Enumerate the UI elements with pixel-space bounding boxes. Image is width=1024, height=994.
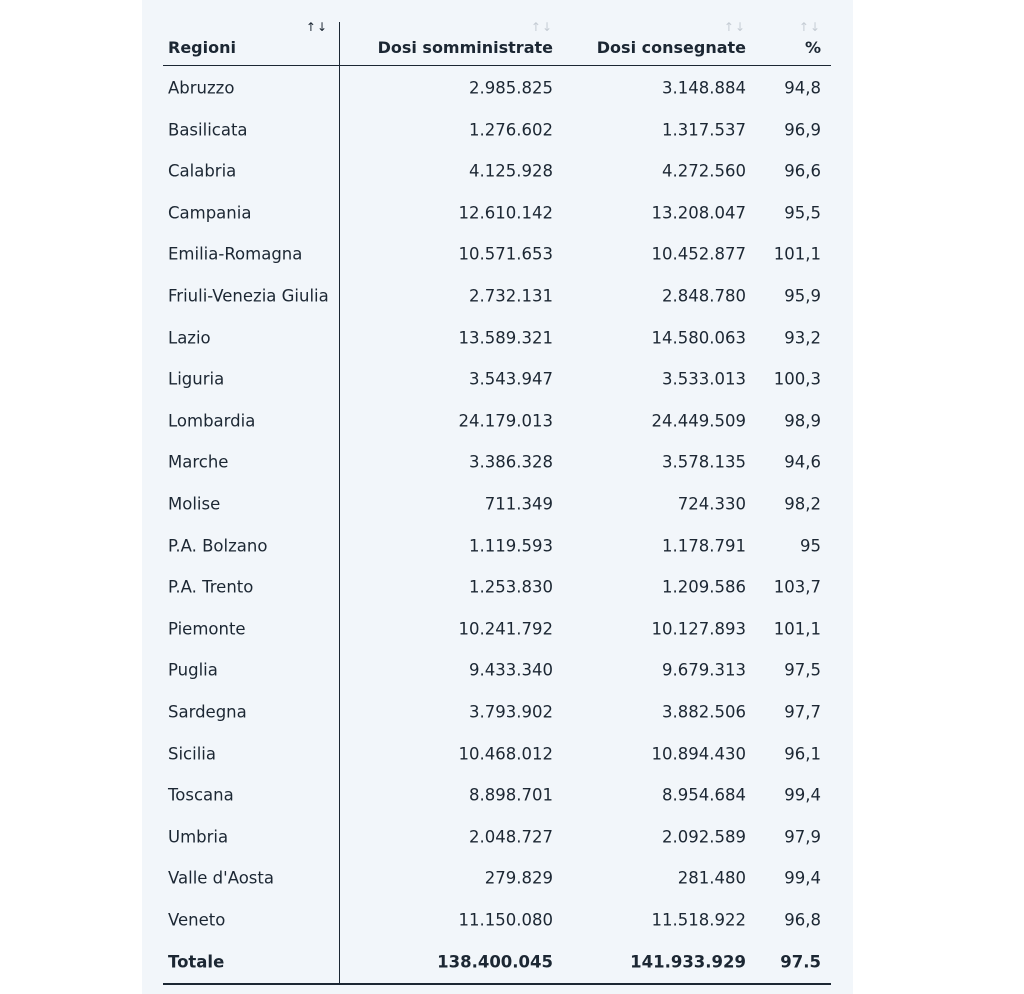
cell-dosi-somministrate: 11.150.080 <box>458 910 553 930</box>
cell-percent: 100,3 <box>773 369 821 389</box>
cell-regione: Puglia <box>168 660 218 680</box>
cell-percent: 99,4 <box>784 868 821 888</box>
cell-percent: 97,5 <box>784 660 821 680</box>
cell-dosi-consegnate: 141.933.929 <box>630 952 746 972</box>
table-total-row <box>163 941 831 983</box>
column-header-percent[interactable] <box>758 20 821 64</box>
cell-dosi-consegnate: 8.954.684 <box>662 785 746 805</box>
cell-percent: 98,9 <box>784 411 821 431</box>
cell-dosi-somministrate: 4.125.928 <box>469 161 553 181</box>
cell-percent: 96,9 <box>784 120 821 140</box>
cell-dosi-consegnate: 14.580.063 <box>651 328 746 348</box>
table-row <box>163 109 831 151</box>
cell-regione: Totale <box>168 952 225 972</box>
table-row <box>163 816 831 858</box>
sort-arrows-icon[interactable]: ↑↓ <box>798 20 821 34</box>
table-row <box>163 358 831 400</box>
cell-percent: 101,1 <box>773 619 821 639</box>
cell-percent: 97.5 <box>780 952 821 972</box>
table-row <box>163 483 831 525</box>
cell-dosi-consegnate: 10.452.877 <box>651 244 746 264</box>
cell-dosi-somministrate: 3.543.947 <box>469 369 553 389</box>
cell-dosi-somministrate: 138.400.045 <box>437 952 553 972</box>
cell-dosi-consegnate: 1.178.791 <box>662 536 746 556</box>
cell-dosi-somministrate: 10.571.653 <box>458 244 553 264</box>
cell-regione: Sicilia <box>168 744 216 764</box>
table-row <box>163 525 831 567</box>
cell-dosi-consegnate: 9.679.313 <box>662 660 746 680</box>
cell-percent: 94,6 <box>784 452 821 472</box>
sort-arrows-icon[interactable]: ↑↓ <box>723 20 746 34</box>
cell-dosi-consegnate: 4.272.560 <box>662 161 746 181</box>
cell-dosi-somministrate: 12.610.142 <box>458 203 553 223</box>
table-row <box>163 566 831 608</box>
cell-dosi-somministrate: 9.433.340 <box>469 660 553 680</box>
table-row <box>163 608 831 650</box>
cell-regione: Calabria <box>168 161 237 181</box>
cell-dosi-consegnate: 281.480 <box>677 868 746 888</box>
cell-percent: 94,8 <box>784 78 821 98</box>
cell-regione: Campania <box>168 203 252 223</box>
cell-dosi-somministrate: 3.386.328 <box>469 452 553 472</box>
cell-dosi-consegnate: 724.330 <box>677 494 746 514</box>
table-row <box>163 150 831 192</box>
cell-percent: 95 <box>800 536 821 556</box>
column-header-label: Dosi somministrate <box>377 38 553 57</box>
cell-dosi-consegnate: 13.208.047 <box>651 203 746 223</box>
cell-regione: Umbria <box>168 827 229 847</box>
cell-regione: Emilia-Romagna <box>168 244 303 264</box>
cell-regione: Valle d'Aosta <box>168 868 274 888</box>
column-header-dosi-somministrate[interactable] <box>352 20 553 64</box>
column-header-label: Regioni <box>168 38 236 57</box>
cell-percent: 96,8 <box>784 910 821 930</box>
cell-dosi-somministrate: 13.589.321 <box>458 328 553 348</box>
table-row <box>163 441 831 483</box>
table-row <box>163 691 831 733</box>
column-header-regioni[interactable] <box>168 20 328 64</box>
cell-dosi-somministrate: 24.179.013 <box>458 411 553 431</box>
cell-dosi-somministrate: 2.048.727 <box>469 827 553 847</box>
cell-regione: Sardegna <box>168 702 247 722</box>
cell-percent: 101,1 <box>773 244 821 264</box>
cell-percent: 98,2 <box>784 494 821 514</box>
cell-percent: 93,2 <box>784 328 821 348</box>
header-divider <box>163 65 831 66</box>
cell-dosi-consegnate: 2.848.780 <box>662 286 746 306</box>
table-row <box>163 67 831 109</box>
column-header-dosi-consegnate[interactable] <box>565 20 746 64</box>
cell-dosi-consegnate: 3.148.884 <box>662 78 746 98</box>
cell-dosi-somministrate: 2.985.825 <box>469 78 553 98</box>
table-row <box>163 649 831 691</box>
cell-dosi-consegnate: 3.533.013 <box>662 369 746 389</box>
cell-dosi-consegnate: 24.449.509 <box>651 411 746 431</box>
cell-regione: Friuli-Venezia Giulia <box>168 286 329 306</box>
cell-regione: Liguria <box>168 369 225 389</box>
table-row <box>163 899 831 941</box>
cell-dosi-consegnate: 11.518.922 <box>651 910 746 930</box>
sort-arrows-icon[interactable]: ↑↓ <box>305 20 328 34</box>
cell-dosi-somministrate: 1.119.593 <box>469 536 553 556</box>
cell-regione: Veneto <box>168 910 226 930</box>
cell-dosi-somministrate: 1.253.830 <box>469 577 553 597</box>
cell-dosi-somministrate: 10.468.012 <box>458 744 553 764</box>
column-header-label: % <box>804 38 821 57</box>
cell-regione: Molise <box>168 494 221 514</box>
cell-percent: 95,9 <box>784 286 821 306</box>
cell-percent: 97,9 <box>784 827 821 847</box>
cell-dosi-somministrate: 711.349 <box>484 494 553 514</box>
cell-dosi-somministrate: 279.829 <box>484 868 553 888</box>
column-header-label: Dosi consegnate <box>596 38 746 57</box>
cell-dosi-somministrate: 10.241.792 <box>458 619 553 639</box>
cell-dosi-consegnate: 1.209.586 <box>662 577 746 597</box>
cell-regione: Lazio <box>168 328 211 348</box>
cell-percent: 96,1 <box>784 744 821 764</box>
sort-arrows-icon[interactable]: ↑↓ <box>530 20 553 34</box>
table-row <box>163 774 831 816</box>
cell-dosi-somministrate: 3.793.902 <box>469 702 553 722</box>
cell-regione: Lombardia <box>168 411 256 431</box>
cell-percent: 96,6 <box>784 161 821 181</box>
cell-dosi-somministrate: 2.732.131 <box>469 286 553 306</box>
cell-dosi-consegnate: 2.092.589 <box>662 827 746 847</box>
cell-dosi-consegnate: 10.894.430 <box>651 744 746 764</box>
table-row <box>163 400 831 442</box>
cell-percent: 95,5 <box>784 203 821 223</box>
table-row <box>163 275 831 317</box>
cell-dosi-consegnate: 1.317.537 <box>662 120 746 140</box>
cell-regione: Toscana <box>168 785 234 805</box>
table-row <box>163 857 831 899</box>
cell-dosi-somministrate: 1.276.602 <box>469 120 553 140</box>
cell-dosi-somministrate: 8.898.701 <box>469 785 553 805</box>
cell-regione: Abruzzo <box>168 78 235 98</box>
table-row <box>163 192 831 234</box>
cell-dosi-consegnate: 3.882.506 <box>662 702 746 722</box>
table-row <box>163 733 831 775</box>
cell-regione: Basilicata <box>168 120 248 140</box>
cell-regione: Marche <box>168 452 229 472</box>
cell-dosi-consegnate: 3.578.135 <box>662 452 746 472</box>
cell-percent: 99,4 <box>784 785 821 805</box>
cell-percent: 103,7 <box>773 577 821 597</box>
table-bottom-border <box>163 983 831 985</box>
cell-regione: P.A. Trento <box>168 577 254 597</box>
cell-dosi-consegnate: 10.127.893 <box>651 619 746 639</box>
cell-percent: 97,7 <box>784 702 821 722</box>
table-row <box>163 317 831 359</box>
cell-regione: Piemonte <box>168 619 246 639</box>
cell-regione: P.A. Bolzano <box>168 536 268 556</box>
table-row <box>163 233 831 275</box>
